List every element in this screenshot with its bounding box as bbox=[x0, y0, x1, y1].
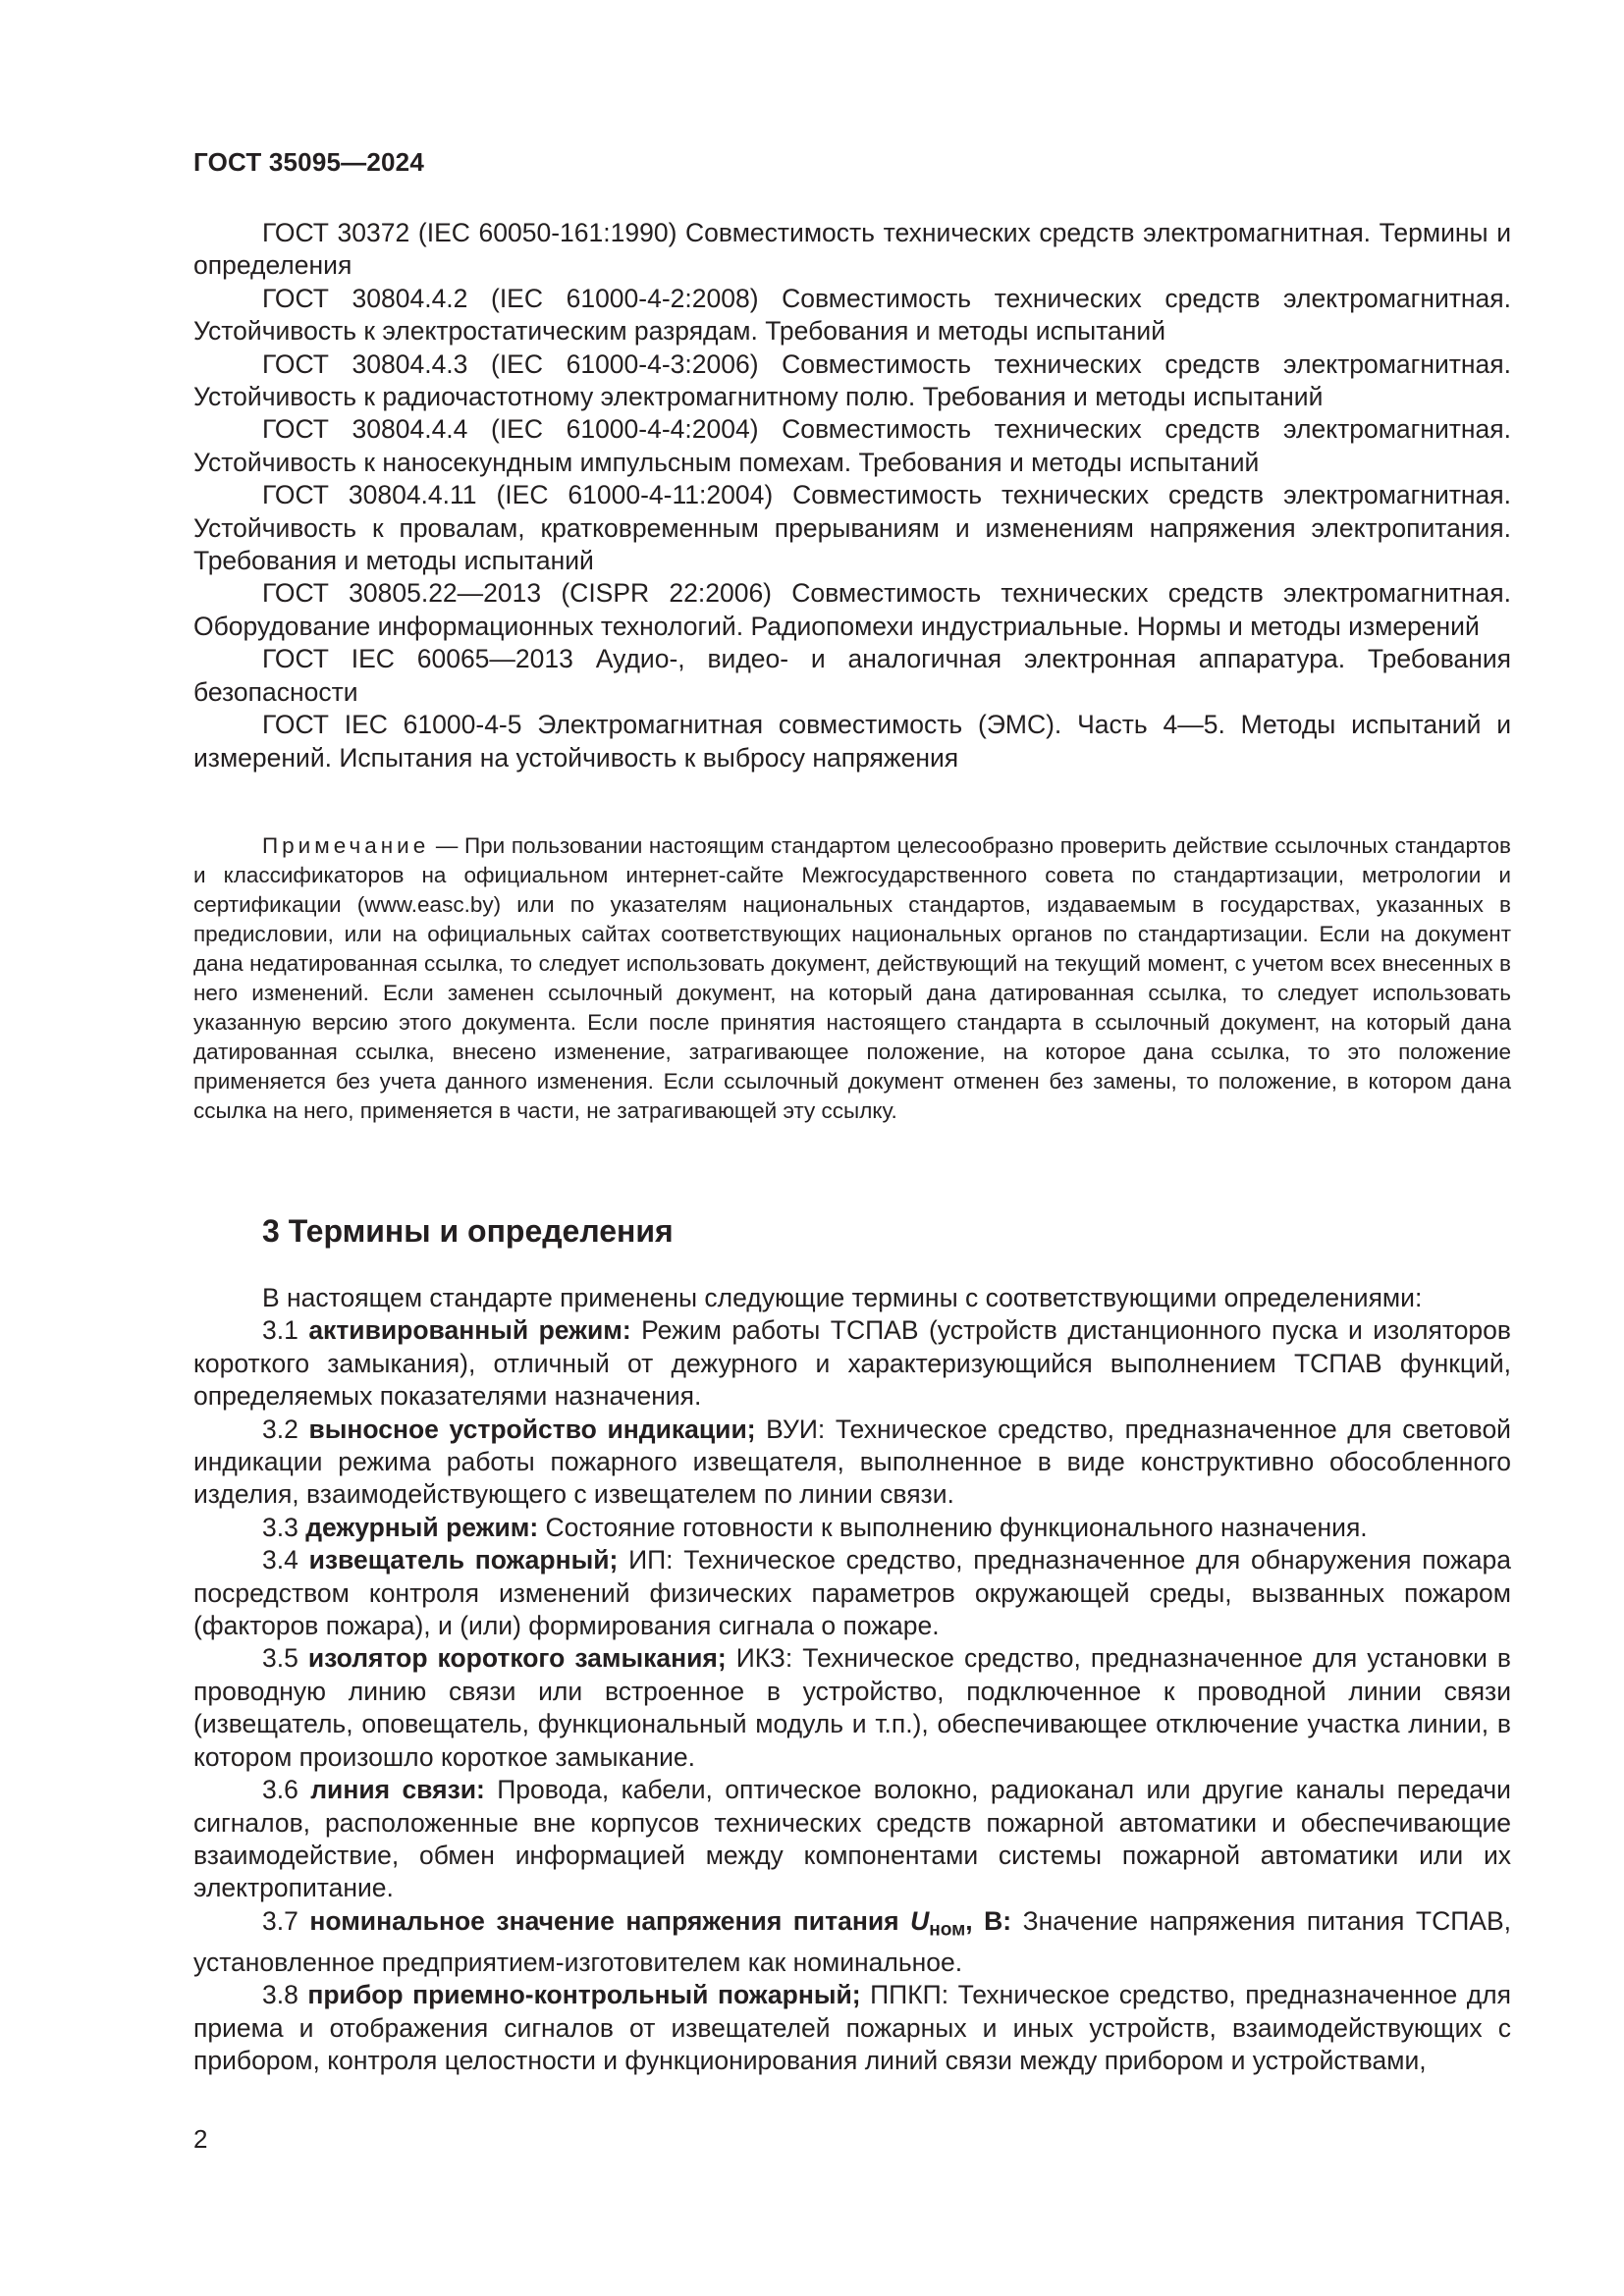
term-number: 3.1 bbox=[262, 1315, 298, 1346]
term-number: 3.4 bbox=[262, 1545, 298, 1575]
term-number: 3.5 bbox=[262, 1643, 298, 1674]
term-definition: ИП: Техническое средство, предназначенное для обнаружения пожара посредством контроля изменений физических параметров окружающей среды, вызванных пожаром (факторов пожара), и (или) формирования сигнала о пожаре. bbox=[193, 1545, 1511, 1641]
term-definition: Состояние готовности к выполнению функционального назначения. bbox=[538, 1512, 1368, 1542]
term-number: 3.6 bbox=[262, 1775, 298, 1805]
reference-item: ГОСТ 30804.4.3 (IEC 61000-4-3:2006) Совместимость технических средств электромагнитная. Устойчивость к радиочастотному электромагнитному полю. Требования и методы испытаний bbox=[193, 348, 1511, 412]
reference-item: ГОСТ IEC 60065—2013 Аудио-, видео- и аналогичная электронная аппаратура. Требования безопасности bbox=[193, 644, 1511, 707]
term-name: выносное устройство индикации; bbox=[308, 1414, 756, 1444]
reference-item: ГОСТ IEC 61000-4-5 Электромагнитная совместимость (ЭМС). Часть 4—5. Методы испытаний и измерений. Испытания на устойчивость к выбросу напряжения bbox=[193, 710, 1511, 773]
term-name: прибор приемно-контрольный пожарный; bbox=[307, 1980, 861, 2010]
term-item bbox=[193, 1512, 1511, 1544]
reference-item: ГОСТ 30804.4.4 (IEC 61000-4-4:2004) Совместимость технических средств электромагнитная. Устойчивость к наносекундным импульсным помехам. Требования и методы испытаний bbox=[193, 414, 1511, 477]
term-name: номинальное значение напряжения питания bbox=[309, 1905, 899, 1936]
term-name: изолятор короткого замыкания; bbox=[307, 1643, 727, 1674]
note-label: Примечание bbox=[262, 833, 430, 858]
page-number: 2 bbox=[193, 2124, 208, 2154]
term-name: активированный режим: bbox=[308, 1315, 631, 1346]
term-name: извещатель пожарный; bbox=[308, 1545, 619, 1575]
term-number: 3.3 bbox=[262, 1512, 298, 1542]
term-symbol: U bbox=[910, 1905, 930, 1936]
term-definition: ВУИ: Техническое средство, предназначенное для световой индикации режима работы пожарного извещателя, выполненное в виде конструктивно обособленного изделия, взаимодействующего с извещателем по линии связи. bbox=[193, 1414, 1511, 1510]
term-item bbox=[193, 1642, 1511, 1774]
term-unit: , В: bbox=[965, 1905, 1012, 1936]
section-title: 3 Термины и определения bbox=[262, 1213, 674, 1249]
term-definition: Значение напряжения питания ТСПАВ, установленное предприятием-изготовителем как номинальное. bbox=[193, 1905, 1511, 1977]
term-definition: Провода, кабели, оптическое волокно, радиоканал или другие каналы передачи сигналов, расположенные вне корпусов технических средств пожарной автоматики и обеспечивающие взаимодействие, обмен информацией между компонентами системы пожарной автоматики или их электропитание. bbox=[193, 1775, 1511, 1903]
term-name: линия связи: bbox=[310, 1775, 485, 1805]
term-number: 3.8 bbox=[262, 1980, 298, 2010]
section-intro: В настоящем стандарте применены следующие термины с соответствующими определениями: bbox=[262, 1283, 1423, 1312]
term-item bbox=[193, 1314, 1511, 1413]
term-item bbox=[193, 1544, 1511, 1642]
term-item bbox=[193, 1414, 1511, 1512]
reference-item: ГОСТ 30805.22—2013 (CISPR 22:2006) Совместимость технических средств электромагнитная. Оборудование информационных технологий. Радиопомехи индустриальные. Нормы и методы измерений bbox=[193, 578, 1511, 641]
reference-item: ГОСТ 30372 (IEC 60050-161:1990) Совместимость технических средств электромагнитная. Термины и определения bbox=[193, 218, 1511, 281]
term-definition: ППКП: Техническое средство, предназначенное для приема и отображения сигналов от извещателей пожарных и иных устройств, взаимодействующих с прибором, контроля целостности и функционирования линий связи между прибором и устройствами, bbox=[193, 1980, 1511, 2076]
term-symbol-subscript: ном bbox=[929, 1919, 966, 1941]
term-name: дежурный режим: bbox=[305, 1512, 539, 1542]
reference-item: ГОСТ 30804.4.2 (IEC 61000-4-2:2008) Совместимость технических средств электромагнитная. Устойчивость к электростатическим разрядам. Требования и методы испытаний bbox=[193, 283, 1511, 347]
term-definition: ИКЗ: Техническое средство, предназначенное для установки в проводную линию связи или встроенное в устройство, подключенное к проводной линии связи (извещатель, оповещатель, функциональный модуль и т.п.), обеспечивающее отключение участка линии, в котором произошло короткое замыкание. bbox=[193, 1643, 1511, 1772]
normative-references bbox=[193, 217, 1511, 774]
term-number: 3.7 bbox=[262, 1905, 298, 1936]
term-item bbox=[193, 1979, 1511, 2077]
reference-item: ГОСТ 30804.4.11 (IEC 61000-4-11:2004) Совместимость технических средств электромагнитная. Устойчивость к провалам, кратковременным прерываниям и изменениям напряжения электропитания. Требования и методы испытаний bbox=[193, 480, 1511, 576]
term-item bbox=[193, 1774, 1511, 1905]
note-text: — При пользовании настоящим стандартом целесообразно проверить действие ссылочных стандартов и классификаторов на официальном интернет-сайте Межгосударственного совета по стандартизации, метрологии и сертификации (www.easc.by) или по указателям национальных стандартов, издаваемым в государствах, указанных в предисловии, или на официальных сайтах соответствующих национальных органов по стандартизации. Если на документ дана недатированная ссылка, то следует использовать документ, действующий на текущий момент, с учетом всех внесенных в него изменений. Если заменен ссылочный документ, на который дана датированная ссылка, то следует использовать указанную версию этого документа. Если после принятия настоящего стандарта в ссылочный документ, на который дана датированная ссылка, внесено изменение, затрагивающее положение, на которое дана ссылка, то это положение применяется без учета данного изменения. Если ссылочный документ отменен без замены, то положение, в котором дана ссылка на него, применяется в части, не затрагивающей эту ссылку. bbox=[193, 833, 1511, 1123]
note-paragraph bbox=[193, 831, 1511, 1126]
terms-list bbox=[193, 1282, 1511, 2077]
term-definition: Режим работы ТСПАВ (устройств дистанционного пуска и изоляторов короткого замыкания), отличный от дежурного и характеризующийся выполнением ТСПАВ функций, определяемых показателями назначения. bbox=[193, 1315, 1511, 1412]
term-number: 3.2 bbox=[262, 1414, 298, 1444]
term-item bbox=[193, 1905, 1511, 1980]
document-header: ГОСТ 35095—2024 bbox=[193, 147, 424, 177]
